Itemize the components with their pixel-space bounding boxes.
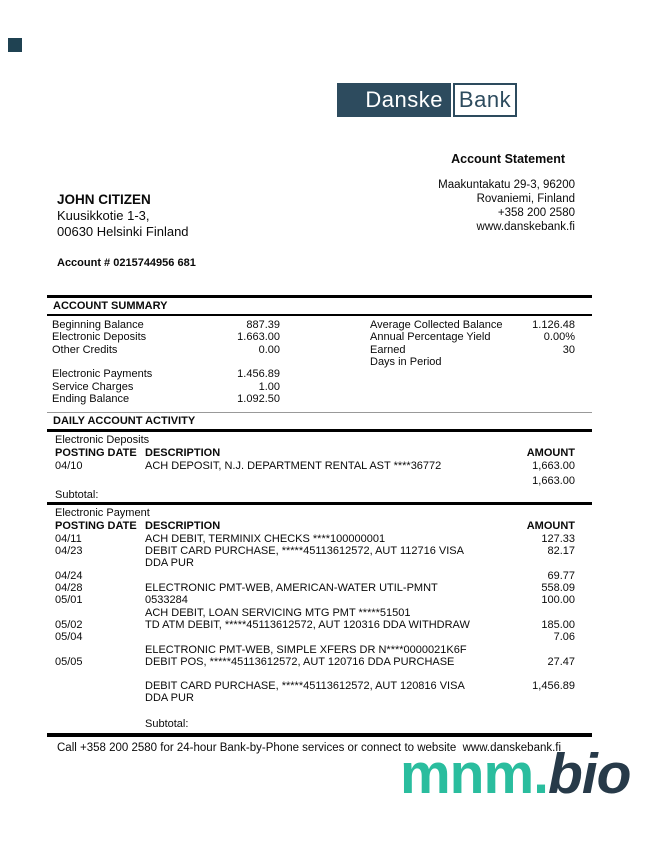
summary-value: 1.456.89: [237, 368, 280, 381]
summary-row: [52, 381, 280, 393]
column-header-posting-date: POSTING DATE: [55, 519, 137, 532]
watermark-mnm: mnm.: [400, 742, 549, 806]
summary-value: 1.092.50: [237, 393, 280, 406]
summary-value: 1.00: [258, 380, 280, 393]
summary-right-column: [370, 319, 575, 405]
cell-posting-date: 05/05: [55, 655, 83, 668]
table-row: [47, 594, 592, 619]
description-line: ACH DEBIT, TERMINIX CHECKS ****100000001: [145, 532, 386, 545]
cell-description: [145, 460, 497, 472]
cell-description: [145, 656, 497, 668]
subtotal-amount: 1,663.00: [532, 475, 575, 488]
customer-address-line-1: Kuusikkotie 1-3,: [57, 208, 150, 223]
bank-address-line: +358 200 2580: [497, 207, 575, 219]
logo-danske-text: Danske: [365, 87, 443, 112]
cell-posting-date: 04/23: [55, 545, 83, 558]
cell-description: [145, 570, 497, 582]
cell-amount: 185.00: [541, 618, 575, 631]
cell-amount: 1,456.89: [532, 680, 575, 693]
description-line: ELECTRONIC PMT-WEB, SIMPLE XFERS DR N****0000021K6F: [145, 643, 467, 656]
cell-description: [145, 631, 497, 643]
summary-label: Days in Period: [370, 356, 442, 369]
summary-label: Ending Balance: [52, 393, 130, 406]
cell-description: [145, 533, 497, 545]
summary-row: [52, 368, 280, 380]
subtotal-label: Subtotal:: [55, 488, 99, 501]
summary-row: [370, 331, 575, 343]
summary-value: 0.00%: [543, 331, 575, 344]
description-line: DDA PUR: [145, 692, 194, 705]
description-line: TD ATM DEBIT, *****45113612572, AUT 120316 DDA WITHDRAW: [145, 618, 470, 631]
cell-posting-date: 05/01: [55, 594, 83, 607]
bank-address: [438, 178, 575, 234]
table-row: [47, 545, 592, 570]
cell-posting-date: 05/02: [55, 618, 83, 631]
summary-value: 0.00: [258, 343, 280, 356]
table-row: [47, 533, 592, 545]
cell-amount: 127.33: [541, 532, 575, 545]
logo-danske-box: [337, 83, 451, 117]
account-summary-title: ACCOUNT SUMMARY: [47, 295, 592, 316]
cell-amount: 100.00: [541, 594, 575, 607]
description-line: DEBIT CARD PURCHASE, *****45113612572, AUT 120816 VISA: [145, 680, 465, 693]
daily-activity-section: [47, 412, 592, 737]
summary-value: 1.663.00: [237, 331, 280, 344]
table-row: [47, 644, 592, 656]
footer-text: Call +358 200 2580 for 24-hour Bank-by-Phone services or connect to website www.danskebank.fi: [57, 742, 562, 754]
subsection-name: Electronic Payment: [55, 506, 150, 519]
table-header-row: [47, 520, 592, 533]
summary-left-column: [52, 319, 280, 405]
column-header-amount: AMOUNT: [526, 519, 575, 532]
description-line: DDA PUR: [145, 557, 194, 570]
summary-row: [52, 344, 280, 356]
summary-row: [370, 356, 575, 368]
customer-address-line-2: 00630 Helsinki Finland: [57, 224, 189, 239]
bank-address-line: Maakuntakatu 29-3, 96200: [438, 179, 575, 191]
logo-bank-box: [453, 83, 517, 117]
summary-label: Electronic Deposits: [52, 331, 147, 344]
table-row: [47, 460, 592, 472]
summary-row: [52, 319, 280, 331]
cell-amount: [497, 644, 592, 656]
daily-activity-title: DAILY ACCOUNT ACTIVITY: [47, 412, 592, 432]
cell-posting-date: 04/28: [55, 582, 83, 595]
description-line: ACH DEPOSIT, N.J. DEPARTMENT RENTAL AST ****36772: [145, 460, 442, 472]
cell-amount: 1,663.00: [532, 460, 575, 472]
summary-row: [52, 393, 280, 405]
description-line: DEBIT POS, *****45113612572, AUT 120716 DDA PURCHASE: [145, 655, 455, 668]
table-header-row: [47, 447, 592, 460]
activity-subsection: [47, 507, 592, 737]
customer-name: JOHN CITIZEN: [57, 192, 151, 207]
summary-label: Annual Percentage Yield: [370, 331, 491, 344]
cell-posting-date: 04/24: [55, 569, 83, 582]
cell-description: [145, 582, 497, 594]
summary-label: Service Charges: [52, 380, 134, 393]
summary-value: 887.39: [246, 319, 280, 331]
cell-posting-date: 05/04: [55, 631, 83, 644]
cell-description: [145, 619, 497, 631]
cell-amount: 27.47: [547, 655, 575, 668]
cell-posting-date: [47, 644, 145, 656]
table-row: [47, 631, 592, 643]
summary-row: [370, 344, 575, 356]
column-header-amount: AMOUNT: [526, 447, 575, 459]
cell-description: [145, 594, 497, 619]
account-number: Account # 0215744956 681: [57, 257, 196, 269]
summary-label: Electronic Payments: [52, 368, 153, 381]
description-line: ACH DEBIT, LOAN SERVICING MTG PMT *****51501: [145, 606, 411, 619]
watermark-logo: [400, 742, 631, 806]
cell-description: [145, 680, 497, 705]
danske-bank-logo: [337, 83, 517, 117]
table-row: [47, 582, 592, 594]
customer-block: [57, 192, 189, 240]
summary-value: 30: [562, 343, 575, 356]
account-summary-body: [47, 316, 592, 405]
column-header-posting-date: POSTING DATE: [55, 447, 137, 459]
table-row: [47, 680, 592, 705]
cell-amount: 7.06: [553, 631, 575, 644]
summary-label: Other Credits: [52, 343, 118, 356]
cell-amount: 82.17: [547, 545, 575, 558]
table-row: [47, 570, 592, 582]
bank-address-line: Rovaniemi, Finland: [476, 193, 575, 205]
watermark-bio: bio: [548, 742, 631, 806]
statement-title: Account Statement: [451, 152, 565, 166]
cell-description: [145, 545, 497, 570]
column-header-description: DESCRIPTION: [145, 519, 221, 532]
table-row: [47, 619, 592, 631]
subtotal-label: Subtotal:: [145, 717, 189, 730]
summary-label: Earned: [370, 343, 406, 356]
cell-posting-date: 04/10: [55, 460, 83, 472]
bank-address-line: www.danskebank.fi: [476, 221, 575, 233]
cell-amount: 558.09: [541, 582, 575, 595]
cell-posting-date: 04/11: [55, 532, 82, 545]
table-row: [47, 656, 592, 668]
description-line: ELECTRONIC PMT-WEB, AMERICAN-WATER UTIL-PMNT: [145, 582, 438, 595]
summary-row: [370, 319, 575, 331]
column-header-description: DESCRIPTION: [145, 447, 221, 459]
statement-header: [438, 152, 575, 234]
account-summary-section: [47, 295, 592, 405]
summary-value: 1.126.48: [532, 319, 575, 331]
subsection-name: Electronic Deposits: [55, 434, 150, 446]
cell-description: [145, 644, 497, 656]
description-line: DEBIT CARD PURCHASE, *****45113612572, AUT 112716 VISA: [145, 545, 464, 558]
summary-row: [52, 331, 280, 343]
summary-label: Average Collected Balance: [370, 319, 503, 331]
daily-activity-body: [47, 434, 592, 737]
description-line: 0533284: [145, 594, 188, 607]
activity-subsection: [47, 434, 592, 505]
corner-mark: [8, 38, 22, 52]
logo-bank-text: Bank: [458, 87, 512, 112]
cell-amount: 69.77: [547, 569, 575, 582]
cell-posting-date: [47, 680, 145, 705]
summary-label: Beginning Balance: [52, 319, 144, 331]
